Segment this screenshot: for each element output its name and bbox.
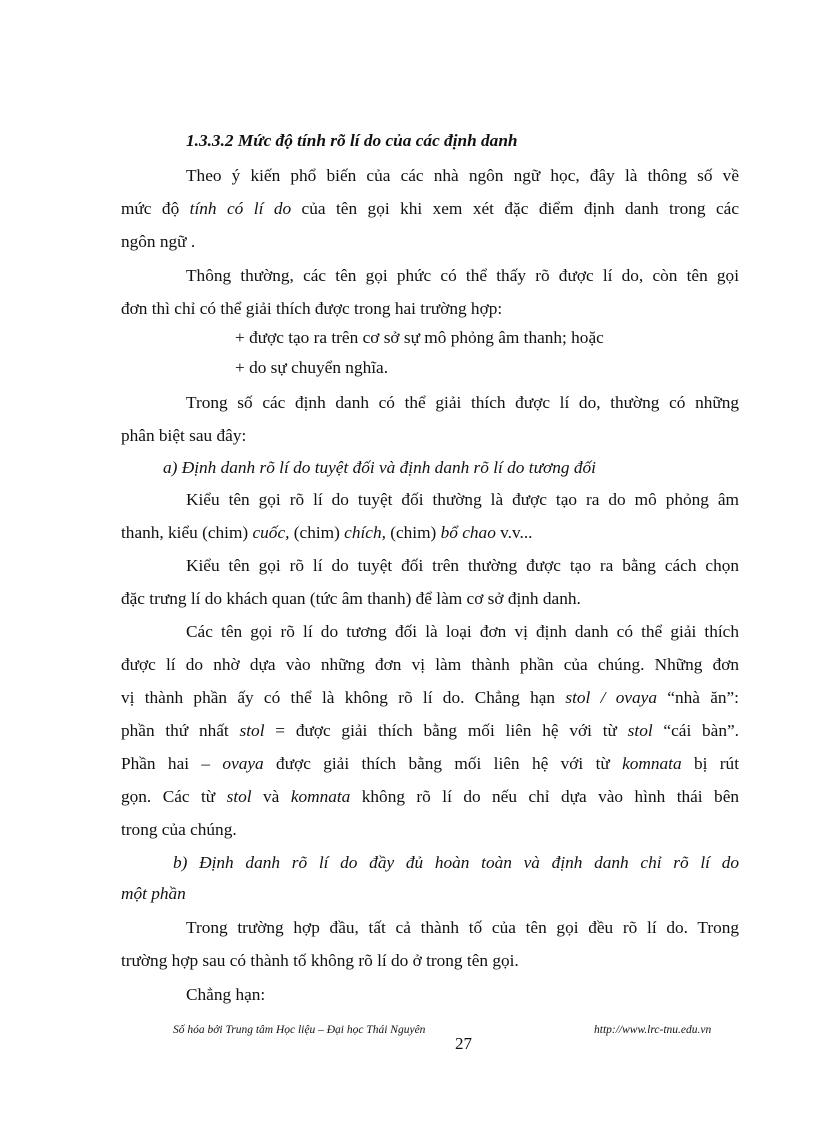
italic-term: tính có lí do — [189, 199, 292, 218]
italic-term: bổ chao — [440, 523, 496, 542]
text-span: mức độ — [121, 199, 190, 218]
paragraph-line: Kiểu tên gọi rõ lí do tuyệt đối trên thường được tạo ra bằng cách chọn — [186, 556, 739, 575]
text-span: v.v... — [495, 523, 533, 542]
italic-term: stol / ovaya — [565, 688, 657, 707]
section-heading: 1.3.3.2 Mức độ tính rõ lí do của các định danh — [186, 131, 518, 150]
italic-term: stol — [226, 787, 252, 806]
italic-term: komnata — [622, 754, 682, 773]
text-span: không rõ lí do nếu chỉ dựa vào hình thái bên — [350, 787, 740, 806]
paragraph-line — [121, 787, 739, 807]
paragraph-line: đơn thì chỉ có thể giải thích được trong hai trường hợp: — [121, 299, 503, 318]
italic-term: chích, — [344, 523, 386, 542]
italic-term: ovaya — [222, 754, 264, 773]
text-span: và — [251, 787, 291, 806]
bullet-item: + được tạo ra trên cơ sở sự mô phỏng âm thanh; hoặc — [235, 328, 604, 347]
bullet-item: + do sự chuyển nghĩa. — [235, 358, 389, 377]
italic-term: cuốc, — [252, 523, 290, 542]
paragraph-line — [121, 199, 739, 219]
paragraph-line — [121, 754, 739, 774]
paragraph-line: đặc trưng lí do khách quan (tức âm thanh) để làm cơ sở định danh. — [121, 589, 581, 608]
footer-source: Số hóa bởi Trung tâm Học liệu – Đại học Thái Nguyên — [173, 1024, 426, 1036]
paragraph-line: Các tên gọi rõ lí do tương đối là loại đơn vị định danh có thể giải thích — [186, 622, 739, 641]
text-span: bị rút — [681, 754, 740, 773]
paragraph-line — [121, 688, 739, 708]
paragraph-line: phân biệt sau đây: — [121, 426, 247, 445]
paragraph-line: Thông thường, các tên gọi phức có thể thấy rõ được lí do, còn tên gọi — [186, 266, 739, 285]
paragraph-line: Kiểu tên gọi rõ lí do tuyệt đối thường là được tạo ra do mô phỏng âm — [186, 490, 739, 509]
italic-term: stol — [627, 721, 653, 740]
subsection-heading-b: b) Định danh rõ lí do đầy đủ hoàn toàn và định danh chỉ rõ lí do — [173, 853, 739, 872]
text-span: “cái bàn”. — [652, 721, 739, 740]
text-span: của tên gọi khi xem xét đặc điểm định danh trong các — [291, 199, 739, 218]
paragraph-line: Trong số các định danh có thể giải thích được lí do, thường có những — [186, 393, 739, 412]
italic-term: komnata — [290, 787, 351, 806]
paragraph-line: Theo ý kiến phổ biến của các nhà ngôn ngữ học, đây là thông số về — [186, 166, 739, 185]
subsection-heading-a: a) Định danh rõ lí do tuyệt đối và định danh rõ lí do tương đối — [163, 458, 596, 477]
paragraph-line: trường hợp sau có thành tố không rõ lí do ở trong tên gọi. — [121, 951, 519, 970]
paragraph-line: ngôn ngữ . — [121, 232, 196, 251]
text-span: = được giải thích bằng mối liên hệ với từ — [264, 721, 628, 740]
text-span: vị thành phần ấy có thể là không rõ lí do. Chẳng hạn — [121, 688, 566, 707]
text-span: (chim) — [385, 523, 441, 542]
text-span: Phần hai – — [121, 754, 223, 773]
paragraph-line — [121, 721, 739, 741]
paragraph-line: Chẳng hạn: — [186, 985, 266, 1004]
paragraph-line: Trong trường hợp đầu, tất cả thành tố của tên gọi đều rõ lí do. Trong — [186, 918, 739, 937]
text-span: “nhà ăn”: — [656, 688, 739, 707]
text-span: gọn. Các từ — [121, 787, 227, 806]
text-span: (chim) — [289, 523, 345, 542]
paragraph-line: trong của chúng. — [121, 820, 237, 839]
text-span: thanh, kiểu (chim) — [121, 523, 253, 542]
subsection-heading-b-cont: một phần — [121, 884, 186, 903]
paragraph-line — [121, 523, 532, 543]
page-number: 27 — [455, 1034, 472, 1053]
text-span: phần thứ nhất — [121, 721, 240, 740]
paragraph-line: được lí do nhờ dựa vào những đơn vị làm thành phần của chúng. Những đơn — [121, 655, 739, 674]
text-span: được giải thích bằng mối liên hệ với từ — [263, 754, 623, 773]
footer-url[interactable]: http://www.lrc-tnu.edu.vn — [594, 1024, 712, 1036]
italic-term: stol — [239, 721, 265, 740]
